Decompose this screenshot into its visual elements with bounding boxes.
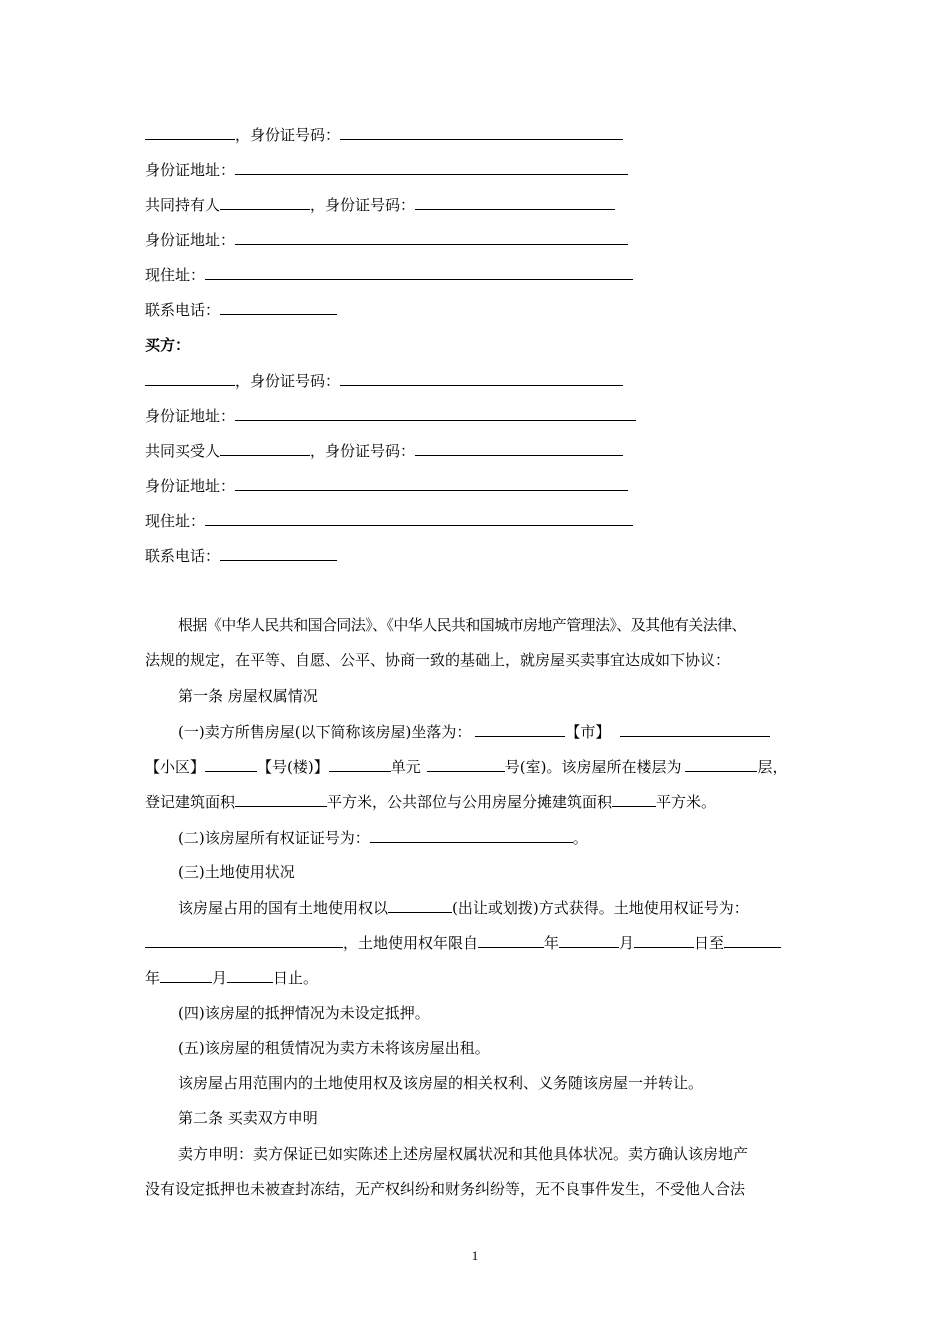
buyer-id-address-blank[interactable] [235,405,636,421]
seller-co-id-number-blank[interactable] [415,194,615,210]
start-year-blank[interactable] [478,932,544,948]
community-label: 【小区】 [145,758,206,776]
buyer-name-blank[interactable] [145,370,235,386]
land-mid: (出让或划拨)方式获得。土地使用权证号为： [452,899,749,917]
seller-co-id-address-blank[interactable] [235,229,628,245]
buyer-co-id-number-label: ，身份证号码： [310,442,416,460]
article1-item2-line [178,827,588,848]
seller-co-id-address-label: 身份证地址： [145,231,236,249]
article1-address-line [145,756,787,777]
floor-blank[interactable] [685,756,757,772]
preamble-line-2: 法规的规定，在平等、自愿、公平、协商一致的基础上，就房屋买卖事宜达成如下协议： [145,651,731,669]
seller-current-address-line [145,264,633,285]
article1-item3: (三)土地使用状况 [178,863,295,881]
seller-phone-label: 联系电话： [145,301,221,319]
day-end-label: 日止。 [273,969,319,987]
buyer-id-number-label: ，身份证号码： [235,372,341,390]
start-month-blank[interactable] [559,932,619,948]
article1-item4: (四)该房屋的抵押情况为未设定抵押。 [178,1004,430,1022]
buyer-co-buyer-blank[interactable] [220,440,310,456]
seller-id-number-label: ，身份证号码： [235,126,341,144]
district-blank[interactable] [620,721,770,737]
buyer-co-buyer-line [145,440,623,461]
area-suffix: 平方米。 [656,793,717,811]
item2-suffix: 。 [572,829,588,847]
seller-co-id-number-label: ，身份证号码： [310,196,416,214]
seller-id-address-blank[interactable] [235,159,628,175]
buyer-heading: 买方： [145,336,191,354]
seller-name-blank[interactable] [145,124,235,140]
buyer-id-address-label: 身份证地址： [145,407,236,425]
page-number: 1 [471,1248,479,1263]
article1-transfer: 该房屋占用范围内的土地使用权及该房屋的相关权利、义务随该房屋一并转让。 [178,1074,704,1092]
seller-phone-blank[interactable] [220,299,337,315]
article1-item1-line [178,721,770,742]
room-label: 号(室)。该房屋所在楼层为 [504,758,682,776]
land-method-blank[interactable] [388,897,452,913]
article1-item5: (五)该房屋的租赁情况为卖方未将该房屋出租。 [178,1039,490,1057]
seller-id-address-label: 身份证地址： [145,161,236,179]
article2-title: 第二条 买卖双方申明 [178,1109,318,1127]
end-year-blank[interactable] [724,932,781,948]
buyer-current-address-label: 现住址： [145,512,206,530]
city-blank[interactable] [475,721,565,737]
seller-co-holder-label: 共同持有人 [145,196,221,214]
buyer-current-address-line [145,510,633,531]
month-label-1: 月 [619,934,635,952]
buyer-co-id-number-blank[interactable] [415,440,623,456]
building-blank[interactable] [329,756,391,772]
seller-current-address-label: 现住址： [145,266,206,284]
item1-prefix: (一)卖方所售房屋(以下简称该房屋)坐落为： [178,723,472,741]
year-label-1: 年 [544,934,560,952]
seller-id-address-line [145,159,628,180]
floor-suffix: 层， [757,758,788,776]
ownership-cert-blank[interactable] [370,827,573,843]
buyer-id-line [145,370,623,391]
month-label-2: 月 [212,969,228,987]
buyer-co-id-address-line [145,475,628,496]
unit-label: 单元 [390,758,421,776]
room-blank[interactable] [427,756,505,772]
buyer-id-address-line [145,405,636,426]
day-to-label: 日至 [694,934,725,952]
buyer-co-id-address-label: 身份证地址： [145,477,236,495]
seller-id-line [145,124,623,145]
land-cert-blank[interactable] [145,932,343,948]
buyer-phone-blank[interactable] [220,545,337,561]
seller-co-holder-blank[interactable] [220,194,310,210]
article1-land-line [178,897,749,918]
city-label: 【市】 [565,723,611,741]
area-mid: 平方米，公共部位与公用房屋分摊建筑面积 [327,793,613,811]
buyer-co-buyer-label: 共同买受人 [145,442,221,460]
seller-id-number-blank[interactable] [340,124,623,140]
preamble-line-1: 根据《中华人民共和国合同法》、《中华人民共和国城市房地产管理法》、及其他有关法律、 [178,616,746,634]
seller-current-address-blank[interactable] [205,264,633,280]
article2-line-2: 没有设定抵押也未被查封冻结，无产权纠纷和财务纠纷等，无不良事件发生，不受他人合法 [145,1180,746,1198]
seller-co-id-address-line [145,229,628,250]
article2-line-1: 卖方申明：卖方保证已如实陈述上述房屋权属状况和其他具体状况。卖方确认该房地产 [178,1145,749,1163]
end-month-blank[interactable] [160,967,212,983]
start-day-blank[interactable] [634,932,694,948]
end-day-blank[interactable] [227,967,273,983]
land-prefix: 该房屋占用的国有土地使用权以 [178,899,389,917]
article1-title: 第一条 房屋权属情况 [178,687,318,705]
community-blank[interactable] [205,756,257,772]
building-label: 【号(楼)】 [257,758,329,776]
buyer-phone-line [145,545,337,566]
article1-term-line [145,932,781,953]
item2-prefix: (二)该房屋所有权证证号为： [178,829,370,847]
buyer-phone-label: 联系电话： [145,547,221,565]
term-prefix: ，土地使用权年限自 [343,934,479,952]
seller-phone-line [145,299,337,320]
buyer-co-id-address-blank[interactable] [235,475,628,491]
area-prefix: 登记建筑面积 [145,793,236,811]
shared-area-blank[interactable] [612,791,656,807]
seller-co-holder-line [145,194,615,215]
article1-term-end-line [145,967,318,988]
area-blank[interactable] [235,791,327,807]
year-label-2: 年 [145,969,161,987]
buyer-current-address-blank[interactable] [205,510,633,526]
buyer-id-number-blank[interactable] [340,370,623,386]
article1-area-line [145,791,716,812]
